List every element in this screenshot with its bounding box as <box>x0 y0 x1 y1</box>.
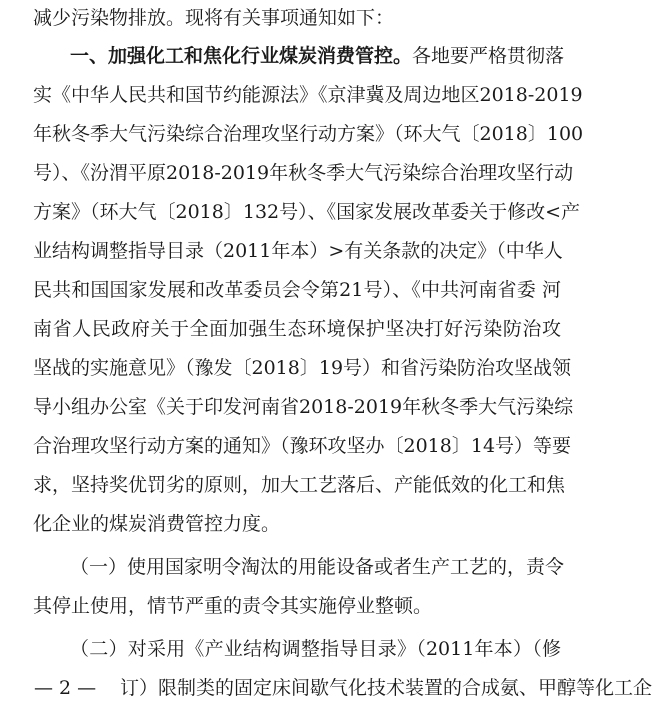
item-two-first-line: （二）对采用《产业结构调整指导目录》（2011年本）（修 <box>70 638 561 660</box>
item-one-first-line: （一）使用国家明令淘汰的用能设备或者生产工艺的，责令 <box>70 556 565 578</box>
body-line: 导小组办公室《关于印发河南省2018-2019年秋冬季大气污染综 <box>33 396 574 418</box>
body-line: 业结构调整指导目录（2011年本）>有关条款的决定》（中华人 <box>33 240 563 262</box>
body-line: 合治理攻坚行动方案的通知》（豫环攻坚办〔2018〕14号）等要 <box>33 435 572 457</box>
body-line: 化企业的煤炭消费管控力度。 <box>33 513 281 535</box>
body-line: 方案》（环大气〔2018〕132号）、《国家发展改革委关于修改<产 <box>33 201 581 223</box>
body-line: 号）、《汾渭平原2018-2019年秋冬季大气污染综合治理攻坚行动 <box>33 162 574 184</box>
section-one-heading-tail: 各地要严格贯彻落 <box>412 45 565 67</box>
body-line: 实《中华人民共和国节约能源法》《京津冀及周边地区2018-2019 <box>33 84 583 106</box>
body-line: 南省人民政府关于全面加强生态环境保护坚决打好污染防治攻 <box>33 318 561 340</box>
body-line: 求，坚持奖优罚劣的原则，加大工艺落后、产能低效的化工和焦 <box>33 474 566 496</box>
body-line: 年秋冬季大气污染综合治理攻坚行动方案》（环大气〔2018〕100 <box>33 123 584 145</box>
item-two-second-line: 订）限制类的固定床间歇气化技术装置的合成氨、甲醇等化工企 <box>120 677 652 699</box>
page-number: — 2 — <box>34 677 97 699</box>
item-one-second-line: 其停止使用，情节严重的责令其实施停业整顿。 <box>33 595 433 617</box>
section-one-heading: 一、加强化工和焦化行业煤炭消费管控。 <box>70 45 413 67</box>
intro-line: 减少污染物排放。现将有关事项通知如下： <box>33 7 395 29</box>
body-line: 坚战的实施意见》（豫发〔2018〕19号）和省污染防治攻坚战领 <box>33 357 572 379</box>
body-line: 民共和国国家发展和改革委员会令第21号）、《中共河南省委 河 <box>33 279 561 301</box>
section-one-first-line <box>70 44 565 70</box>
